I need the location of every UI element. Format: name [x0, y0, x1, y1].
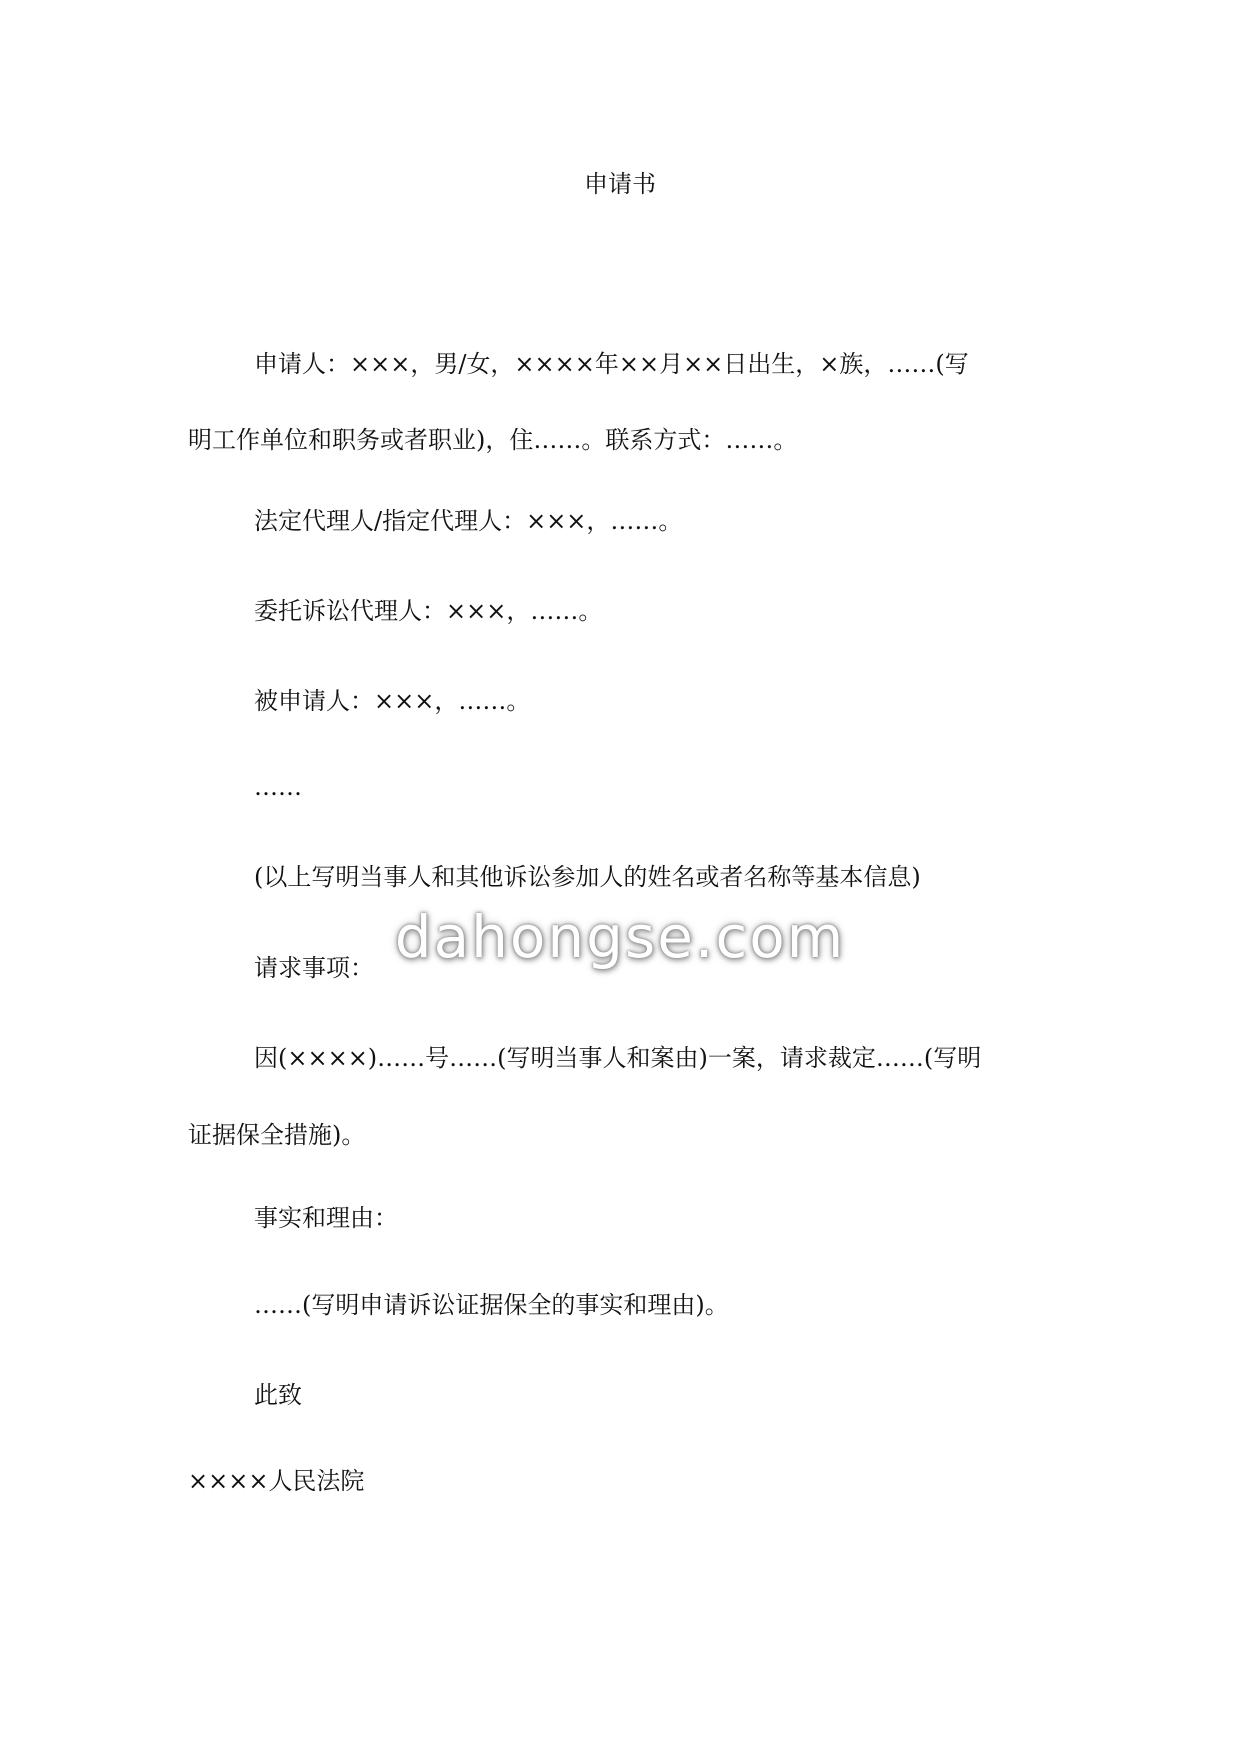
applicant-line-1: 申请人：×××，男/女，××××年××月××日出生，×族，……(写: [254, 350, 969, 378]
party-info-note: (以上写明当事人和其他诉讼参加人的姓名或者名称等基本信息): [254, 863, 921, 891]
applicant-line-2: 明工作单位和职务或者职业)，住……。联系方式：……。: [188, 426, 798, 454]
facts-heading: 事实和理由：: [254, 1204, 398, 1232]
document-title: 申请书: [584, 170, 656, 198]
request-line-2: 证据保全措施)。: [188, 1121, 366, 1149]
site-watermark: dahongse.com: [394, 903, 846, 971]
request-heading: 请求事项：: [254, 954, 374, 982]
respondent-line: 被申请人：×××，……。: [254, 687, 531, 715]
ellipsis-line: ……: [254, 773, 302, 801]
legal-representative-line: 法定代理人/指定代理人：×××，……。: [254, 507, 683, 535]
court-line: ××××人民法院: [188, 1467, 365, 1495]
facts-line: ……(写明申请诉讼证据保全的事实和理由)。: [254, 1291, 729, 1319]
entrusted-agent-line: 委托诉讼代理人：×××，……。: [254, 597, 603, 625]
request-line-1: 因(××××)……号……(写明当事人和案由)一案，请求裁定……(写明: [254, 1044, 982, 1072]
salutation-line: 此致: [254, 1381, 302, 1409]
